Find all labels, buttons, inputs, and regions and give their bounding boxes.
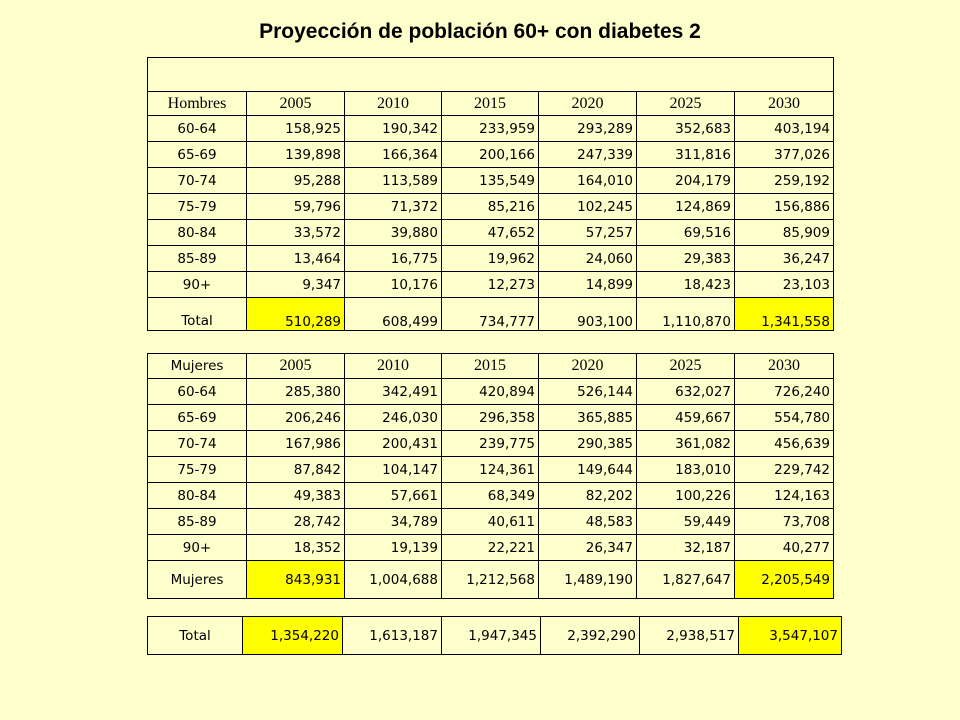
value-cell: 85,216	[442, 194, 539, 220]
value-cell: 632,027	[637, 379, 735, 405]
value-cell: 293,289	[539, 116, 637, 142]
year-header: 2030	[735, 92, 834, 116]
blank-cell	[148, 58, 834, 92]
age-group-cell: 65-69	[148, 142, 247, 168]
value-cell: 22,221	[442, 535, 539, 561]
value-cell: 47,652	[442, 220, 539, 246]
value-cell: 149,644	[539, 457, 637, 483]
value-cell: 85,909	[735, 220, 834, 246]
year-header: 2020	[539, 92, 637, 116]
grand-total-cell: 2,392,290	[541, 617, 640, 655]
table-row	[148, 431, 834, 457]
mujeres-total-row	[148, 561, 834, 599]
hombres-total-row	[148, 298, 834, 331]
value-cell: 158,925	[247, 116, 345, 142]
hombres-header-row	[148, 92, 834, 116]
value-cell: 726,240	[735, 379, 834, 405]
table-row	[148, 457, 834, 483]
value-cell: 190,342	[345, 116, 442, 142]
value-cell: 12,273	[442, 272, 539, 298]
value-cell: 28,742	[247, 509, 345, 535]
value-cell: 139,898	[247, 142, 345, 168]
value-cell: 342,491	[345, 379, 442, 405]
value-cell: 39,880	[345, 220, 442, 246]
value-cell: 36,247	[735, 246, 834, 272]
grand-total-row	[148, 617, 842, 655]
value-cell: 87,842	[247, 457, 345, 483]
table-row	[148, 142, 834, 168]
table-row	[148, 272, 834, 298]
value-cell: 29,383	[637, 246, 735, 272]
age-group-cell: 90+	[148, 272, 247, 298]
value-cell: 206,246	[247, 405, 345, 431]
value-cell: 420,894	[442, 379, 539, 405]
value-cell: 34,789	[345, 509, 442, 535]
value-cell: 311,816	[637, 142, 735, 168]
grand-total-cell: 2,938,517	[640, 617, 739, 655]
value-cell: 19,139	[345, 535, 442, 561]
table-row	[148, 116, 834, 142]
value-cell: 403,194	[735, 116, 834, 142]
value-cell: 526,144	[539, 379, 637, 405]
value-cell: 18,352	[247, 535, 345, 561]
total-cell: 1,341,558	[735, 298, 834, 331]
age-group-cell: 75-79	[148, 194, 247, 220]
grand-total-cell: 1,947,345	[442, 617, 541, 655]
age-group-cell: 65-69	[148, 405, 247, 431]
value-cell: 18,423	[637, 272, 735, 298]
year-header: 2005	[247, 354, 345, 379]
total-cell: 903,100	[539, 298, 637, 331]
value-cell: 100,226	[637, 483, 735, 509]
value-cell: 57,661	[345, 483, 442, 509]
value-cell: 124,361	[442, 457, 539, 483]
year-header: 2010	[345, 92, 442, 116]
hombres-total-label: Total	[148, 298, 247, 331]
value-cell: 73,708	[735, 509, 834, 535]
year-header: 2025	[637, 354, 735, 379]
total-cell: 1,212,568	[442, 561, 539, 599]
value-cell: 19,962	[442, 246, 539, 272]
mujeres-table	[147, 353, 834, 599]
value-cell: 296,358	[442, 405, 539, 431]
total-cell: 608,499	[345, 298, 442, 331]
value-cell: 40,277	[735, 535, 834, 561]
value-cell: 135,549	[442, 168, 539, 194]
value-cell: 9,347	[247, 272, 345, 298]
hombres-table	[147, 57, 834, 331]
value-cell: 456,639	[735, 431, 834, 457]
value-cell: 68,349	[442, 483, 539, 509]
value-cell: 49,383	[247, 483, 345, 509]
value-cell: 200,431	[345, 431, 442, 457]
value-cell: 239,775	[442, 431, 539, 457]
value-cell: 247,339	[539, 142, 637, 168]
year-header: 2005	[247, 92, 345, 116]
value-cell: 352,683	[637, 116, 735, 142]
blank-header-row	[148, 58, 834, 92]
value-cell: 365,885	[539, 405, 637, 431]
age-group-cell: 85-89	[148, 509, 247, 535]
mujeres-total-label: Mujeres	[148, 561, 247, 599]
value-cell: 259,192	[735, 168, 834, 194]
grand-total-cell: 1,354,220	[243, 617, 343, 655]
value-cell: 82,202	[539, 483, 637, 509]
total-cell: 510,289	[247, 298, 345, 331]
age-group-cell: 80-84	[148, 220, 247, 246]
value-cell: 156,886	[735, 194, 834, 220]
grand-total-table	[147, 616, 842, 655]
value-cell: 554,780	[735, 405, 834, 431]
value-cell: 10,176	[345, 272, 442, 298]
value-cell: 59,796	[247, 194, 345, 220]
year-header: 2030	[735, 354, 834, 379]
value-cell: 246,030	[345, 405, 442, 431]
hombres-header-label: Hombres	[148, 92, 247, 116]
value-cell: 40,611	[442, 509, 539, 535]
value-cell: 33,572	[247, 220, 345, 246]
total-cell: 843,931	[247, 561, 345, 599]
year-header: 2010	[345, 354, 442, 379]
value-cell: 377,026	[735, 142, 834, 168]
value-cell: 200,166	[442, 142, 539, 168]
value-cell: 104,147	[345, 457, 442, 483]
value-cell: 459,667	[637, 405, 735, 431]
age-group-cell: 70-74	[148, 431, 247, 457]
value-cell: 204,179	[637, 168, 735, 194]
total-cell: 1,110,870	[637, 298, 735, 331]
value-cell: 124,869	[637, 194, 735, 220]
value-cell: 124,163	[735, 483, 834, 509]
total-cell: 1,004,688	[345, 561, 442, 599]
value-cell: 113,589	[345, 168, 442, 194]
value-cell: 48,583	[539, 509, 637, 535]
age-group-cell: 75-79	[148, 457, 247, 483]
value-cell: 69,516	[637, 220, 735, 246]
age-group-cell: 60-64	[148, 116, 247, 142]
value-cell: 23,103	[735, 272, 834, 298]
table-row	[148, 483, 834, 509]
value-cell: 102,245	[539, 194, 637, 220]
year-header: 2020	[539, 354, 637, 379]
grand-total-label: Total	[148, 617, 243, 655]
value-cell: 183,010	[637, 457, 735, 483]
table-row	[148, 509, 834, 535]
value-cell: 167,986	[247, 431, 345, 457]
value-cell: 361,082	[637, 431, 735, 457]
table-row	[148, 246, 834, 272]
hombres-body	[148, 116, 834, 298]
table-row	[148, 405, 834, 431]
table-row	[148, 194, 834, 220]
year-header: 2015	[442, 92, 539, 116]
total-cell: 1,489,190	[539, 561, 637, 599]
value-cell: 13,464	[247, 246, 345, 272]
mujeres-body	[148, 379, 834, 561]
value-cell: 26,347	[539, 535, 637, 561]
year-header: 2015	[442, 354, 539, 379]
total-cell: 734,777	[442, 298, 539, 331]
year-header: 2025	[637, 92, 735, 116]
mujeres-header-label: Mujeres	[148, 354, 247, 379]
age-group-cell: 85-89	[148, 246, 247, 272]
table-row	[148, 535, 834, 561]
value-cell: 233,959	[442, 116, 539, 142]
value-cell: 95,288	[247, 168, 345, 194]
value-cell: 290,385	[539, 431, 637, 457]
age-group-cell: 80-84	[148, 483, 247, 509]
table-row	[148, 220, 834, 246]
value-cell: 24,060	[539, 246, 637, 272]
mujeres-header-row	[148, 354, 834, 379]
value-cell: 16,775	[345, 246, 442, 272]
age-group-cell: 60-64	[148, 379, 247, 405]
value-cell: 164,010	[539, 168, 637, 194]
page-title: Proyección de población 60+ con diabetes 2	[259, 20, 701, 43]
table-row	[148, 379, 834, 405]
value-cell: 71,372	[345, 194, 442, 220]
value-cell: 285,380	[247, 379, 345, 405]
value-cell: 166,364	[345, 142, 442, 168]
total-cell: 2,205,549	[735, 561, 834, 599]
grand-total-cell: 3,547,107	[739, 617, 842, 655]
grand-total-cell: 1,613,187	[343, 617, 442, 655]
value-cell: 32,187	[637, 535, 735, 561]
value-cell: 59,449	[637, 509, 735, 535]
table-row	[148, 168, 834, 194]
value-cell: 57,257	[539, 220, 637, 246]
value-cell: 14,899	[539, 272, 637, 298]
value-cell: 229,742	[735, 457, 834, 483]
total-cell: 1,827,647	[637, 561, 735, 599]
age-group-cell: 70-74	[148, 168, 247, 194]
age-group-cell: 90+	[148, 535, 247, 561]
